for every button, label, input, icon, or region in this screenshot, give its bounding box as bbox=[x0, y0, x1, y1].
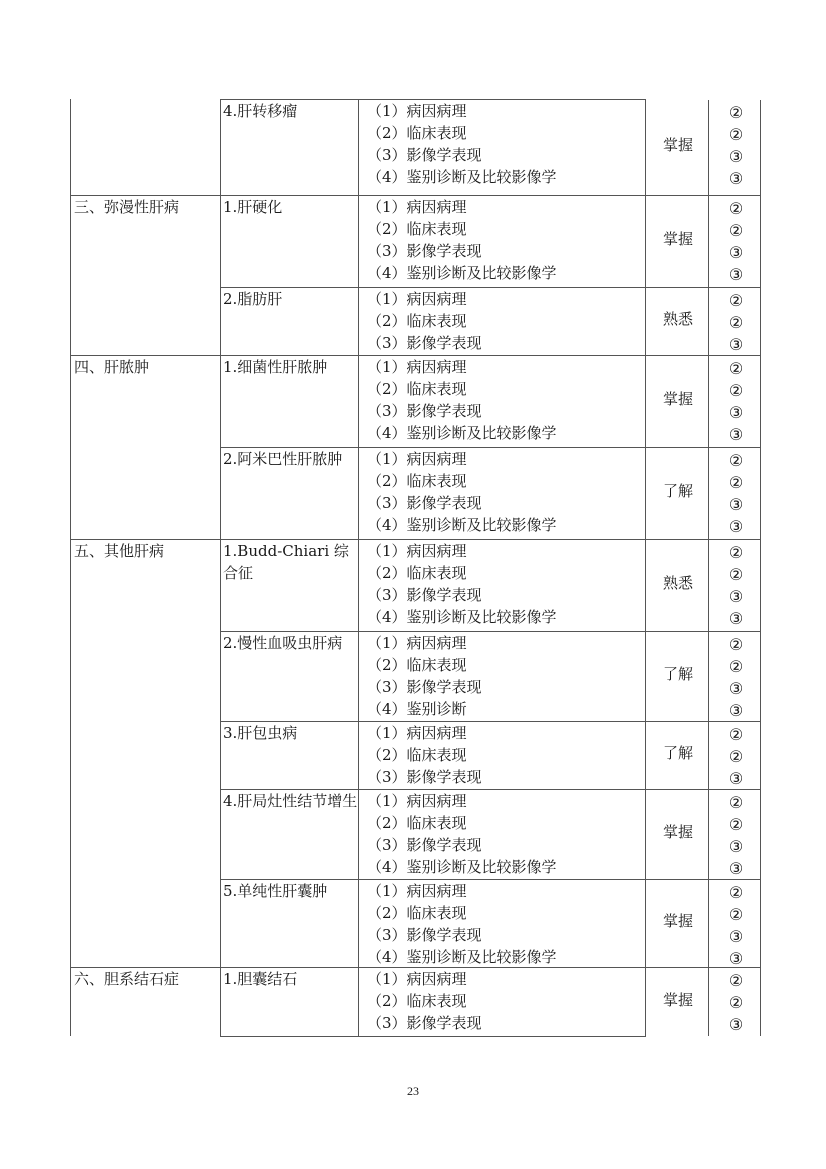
requirement-mark: ② bbox=[728, 815, 744, 834]
requirement-mark: ③ bbox=[728, 403, 744, 422]
topic-cell: 1.胆囊结石 bbox=[223, 970, 298, 988]
table-border-left bbox=[70, 99, 71, 1036]
content-item: （2）临床表现 bbox=[367, 564, 467, 582]
table-divider bbox=[220, 99, 221, 1036]
content-item: （1）病因病理 bbox=[367, 792, 467, 810]
requirement-list bbox=[712, 792, 760, 880]
requirement-mark: ② bbox=[728, 199, 744, 218]
requirement-mark: ③ bbox=[728, 837, 744, 856]
requirement-mark: ② bbox=[728, 473, 744, 492]
content-item: （1）病因病理 bbox=[367, 542, 467, 560]
requirement-list bbox=[712, 102, 760, 190]
topic-cell: 2.慢性血吸虫肝病 bbox=[223, 634, 343, 652]
requirement-mark: ② bbox=[728, 657, 744, 676]
content-item: （1）病因病理 bbox=[367, 970, 467, 988]
section-heading: 六、胆系结石症 bbox=[74, 970, 180, 988]
requirement-mark: ② bbox=[728, 451, 744, 470]
content-item: （4）鉴别诊断及比较影像学 bbox=[367, 608, 557, 626]
requirement-mark: ② bbox=[728, 793, 744, 812]
requirement-mark: ② bbox=[728, 905, 744, 924]
mastery-level: 熟悉 bbox=[662, 574, 693, 592]
mastery-level: 了解 bbox=[662, 665, 693, 683]
content-item: （3）影像学表现 bbox=[367, 586, 482, 604]
content-item: （1）病因病理 bbox=[367, 450, 467, 468]
content-list bbox=[367, 790, 557, 878]
requirement-mark: ③ bbox=[728, 927, 744, 946]
topic-cell: 1.细菌性肝脓肿 bbox=[223, 358, 328, 376]
requirement-list bbox=[712, 358, 760, 446]
content-item: （3）影像学表现 bbox=[367, 768, 482, 786]
content-item: （3）影像学表现 bbox=[367, 402, 482, 420]
content-item: （1）病因病理 bbox=[367, 882, 467, 900]
requirement-mark: ③ bbox=[728, 335, 744, 354]
section-heading: 三、弥漫性肝病 bbox=[74, 198, 180, 216]
mastery-level: 掌握 bbox=[662, 136, 693, 154]
content-item: （4）鉴别诊断及比较影像学 bbox=[367, 858, 557, 876]
requirement-list bbox=[712, 970, 760, 1036]
mastery-level: 熟悉 bbox=[662, 310, 693, 328]
requirement-mark: ③ bbox=[728, 587, 744, 606]
content-item: （3）影像学表现 bbox=[367, 146, 482, 164]
content-item: （2）临床表现 bbox=[367, 220, 467, 238]
requirement-mark: ② bbox=[728, 565, 744, 584]
topic-cell: 5.单纯性肝囊肿 bbox=[223, 882, 328, 900]
mastery-level: 掌握 bbox=[662, 912, 693, 930]
requirement-list bbox=[712, 290, 760, 356]
content-list bbox=[367, 540, 557, 628]
requirement-mark: ② bbox=[728, 883, 744, 902]
requirement-list bbox=[712, 634, 760, 722]
requirement-mark: ② bbox=[728, 747, 744, 766]
requirement-list bbox=[712, 724, 760, 790]
content-item: （2）临床表现 bbox=[367, 380, 467, 398]
content-item: （2）临床表现 bbox=[367, 904, 467, 922]
mastery-level: 掌握 bbox=[662, 990, 693, 1009]
rule-gap bbox=[646, 1036, 761, 1037]
mastery-level: 了解 bbox=[662, 482, 693, 500]
requirement-mark: ③ bbox=[728, 147, 744, 166]
content-item: （2）临床表现 bbox=[367, 746, 467, 764]
requirement-mark: ③ bbox=[728, 265, 744, 284]
content-item: （3）影像学表现 bbox=[367, 836, 482, 854]
content-item: （1）病因病理 bbox=[367, 198, 467, 216]
requirement-mark: ② bbox=[728, 971, 744, 990]
content-item: （4）鉴别诊断及比较影像学 bbox=[367, 264, 557, 282]
requirement-mark: ② bbox=[728, 359, 744, 378]
content-item: （3）影像学表现 bbox=[367, 242, 482, 260]
topic-cell: 3.肝包虫病 bbox=[223, 724, 298, 742]
content-item: （2）临床表现 bbox=[367, 312, 467, 330]
requirement-mark: ③ bbox=[728, 1015, 744, 1034]
requirement-list bbox=[712, 882, 760, 970]
requirement-mark: ② bbox=[728, 313, 744, 332]
requirement-mark: ③ bbox=[728, 679, 744, 698]
content-list bbox=[367, 632, 482, 720]
content-item: （1）病因病理 bbox=[367, 724, 467, 742]
content-item: （3）影像学表现 bbox=[367, 926, 482, 944]
requirement-mark: ② bbox=[728, 125, 744, 144]
requirement-mark: ③ bbox=[728, 859, 744, 878]
page-number: 23 bbox=[407, 1084, 419, 1098]
requirement-mark: ③ bbox=[728, 517, 744, 536]
section-heading: 四、肝脓肿 bbox=[74, 358, 150, 376]
requirement-mark: ② bbox=[728, 221, 744, 240]
content-item: （1）病因病理 bbox=[367, 634, 467, 652]
content-item: （3）影像学表现 bbox=[367, 1014, 482, 1032]
content-item: （2）临床表现 bbox=[367, 472, 467, 490]
content-item: （2）临床表现 bbox=[367, 992, 467, 1010]
content-item: （3）影像学表现 bbox=[367, 494, 482, 512]
requirement-mark: ③ bbox=[728, 169, 744, 188]
topic-cell: 4.肝转移瘤 bbox=[223, 102, 298, 120]
content-list bbox=[367, 196, 557, 284]
requirement-list bbox=[712, 542, 760, 630]
content-item: （4）鉴别诊断及比较影像学 bbox=[367, 168, 557, 186]
content-list bbox=[367, 880, 557, 968]
content-list bbox=[367, 356, 557, 444]
requirement-mark: ② bbox=[728, 635, 744, 654]
requirement-mark: ② bbox=[728, 291, 744, 310]
requirement-mark: ② bbox=[728, 381, 744, 400]
requirement-list bbox=[712, 198, 760, 286]
content-item: （3）影像学表现 bbox=[367, 678, 482, 696]
content-item: （4）鉴别诊断及比较影像学 bbox=[367, 424, 557, 442]
topic-cell: 1.肝硬化 bbox=[223, 198, 283, 216]
topic-cell: 2.阿米巴性肝脓肿 bbox=[223, 450, 343, 468]
table-border-right bbox=[760, 99, 761, 1036]
topic-cell: 1.Budd-Chiari 综合征 bbox=[223, 542, 349, 582]
section-heading: 五、其他肝病 bbox=[74, 542, 165, 560]
mastery-level: 了解 bbox=[662, 744, 693, 762]
requirement-mark: ② bbox=[728, 993, 744, 1012]
content-item: （3）影像学表现 bbox=[367, 334, 482, 352]
table-divider bbox=[645, 99, 646, 1036]
rule-gap bbox=[646, 99, 761, 100]
requirement-mark: ③ bbox=[728, 949, 744, 968]
content-list bbox=[367, 968, 482, 1034]
requirement-mark: ③ bbox=[728, 495, 744, 514]
mastery-level: 掌握 bbox=[662, 823, 693, 841]
content-item: （2）临床表现 bbox=[367, 814, 467, 832]
content-item: （4）鉴别诊断及比较影像学 bbox=[367, 948, 557, 966]
content-list bbox=[367, 288, 482, 354]
requirement-mark: ③ bbox=[728, 769, 744, 788]
requirement-mark: ③ bbox=[728, 425, 744, 444]
mastery-level: 掌握 bbox=[662, 390, 693, 408]
requirement-mark: ③ bbox=[728, 701, 744, 720]
requirement-mark: ③ bbox=[728, 609, 744, 628]
content-item: （2）临床表现 bbox=[367, 124, 467, 142]
requirement-mark: ③ bbox=[728, 243, 744, 262]
requirement-mark: ② bbox=[728, 103, 744, 122]
requirement-mark: ② bbox=[728, 543, 744, 562]
content-item: （4）鉴别诊断及比较影像学 bbox=[367, 516, 557, 534]
requirement-mark: ② bbox=[728, 725, 744, 744]
requirement-list bbox=[712, 450, 760, 538]
content-item: （2）临床表现 bbox=[367, 656, 467, 674]
topic-cell: 4.肝局灶性结节增生 bbox=[223, 792, 358, 810]
content-list bbox=[367, 448, 557, 536]
content-item: （1）病因病理 bbox=[367, 358, 467, 376]
content-list bbox=[367, 722, 482, 788]
content-item: （1）病因病理 bbox=[367, 102, 467, 120]
table-divider bbox=[708, 99, 709, 1036]
content-item: （1）病因病理 bbox=[367, 290, 467, 308]
topic-cell: 2.脂肪肝 bbox=[223, 290, 283, 308]
table-divider bbox=[358, 99, 359, 1036]
content-list bbox=[367, 100, 557, 188]
content-item: （4）鉴别诊断 bbox=[367, 700, 467, 718]
mastery-level: 掌握 bbox=[662, 230, 693, 248]
